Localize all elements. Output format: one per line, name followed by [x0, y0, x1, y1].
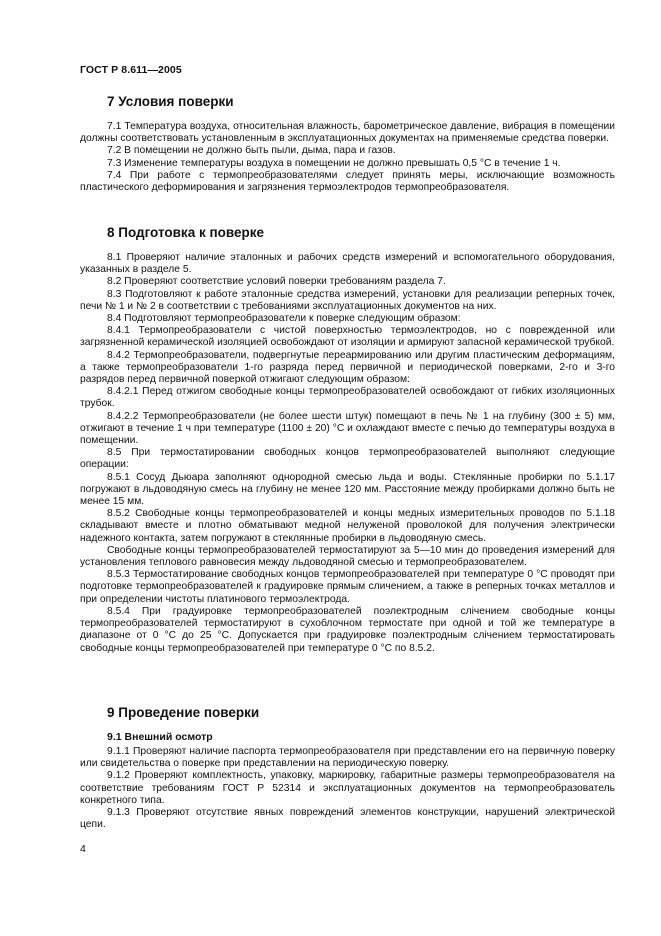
section-9-title: 9 Проведение поверки: [107, 705, 260, 720]
paragraph-8-5-4: 8.5.4 При градуировке термопреобразователей поэлектродным слічением свободные концы термопреобразователей термостатируют в сухоблочном термостате при одной и той же температуре в диапазоне от 0 °С до 25 °С. Допускается при градуировке поэлектродным слічением термостатировать свободные концы термопреобразователей при температуре 0 °С по 8.5.2.: [80, 605, 615, 654]
section-8-body: [80, 252, 615, 655]
paragraph-8-5: 8.5 При термостатировании свободных концов термопреобразователей выполняют следующие операции:: [80, 447, 615, 471]
paragraph-8-1: 8.1 Проверяют наличие эталонных и рабочих средств измерений и вспомогательного оборудования, указанных в разделе 5.: [80, 252, 615, 276]
page-number: 4: [80, 843, 86, 855]
paragraph-8-5-2: 8.5.2 Свободные концы термопреобразователей и концы медных измерительных проводов по 5.1.18 складывают вместе и плотно обматывают медной нелуженой проволокой для получения электрически надежного контакта, затем погружают в стеклянные пробирки в льдоводяную смесь.: [80, 508, 615, 544]
section-9-body: [80, 746, 615, 831]
section-8-title: 8 Подготовка к поверке: [107, 225, 264, 240]
paragraph-7-1: 7.1 Температура воздуха, относительная влажность, барометрическое давление, вибрация в помещении должны соответствовать установленным в эксплуатационных документах на применяемые средства поверки.: [80, 121, 615, 145]
paragraph-8-4-2-2: 8.4.2.2 Термопреобразователи (не более шести штук) помещают в печь № 1 на глубину (300 ± 5) мм, отжигают в течение 1 ч при температуре (1100 ± 20) °С и охлаждают вместе с печью до температуры воздуха в помещении.: [80, 410, 615, 447]
paragraph-8-4: 8.4 Подготовляют термопреобразователи к поверке следующим образом:: [107, 313, 461, 325]
paragraph-8-5-2-note: Свободные концы термопреобразователей термостатируют за 5—10 мин до проведения измерений для установления теплового равновесия между льдоводяной смесью и термопреобразователем.: [80, 544, 615, 569]
paragraph-8-2: 8.2 Проверяют соответствие условий поверки требованиям раздела 7.: [107, 276, 446, 288]
section-7-body: [80, 121, 615, 194]
paragraph-9-1-3: 9.1.3 Проверяют отсутствие явных повреждений элементов конструкции, нарушений электрической цепи.: [80, 807, 615, 831]
paragraph-8-4-1: 8.4.1 Термопреобразователи с чистой поверхностью термоэлектродов, но с поврежденной или загрязненной керамической изоляцией освобождают от изоляции и армируют запасной керамической трубкой.: [80, 325, 615, 349]
paragraph-8-5-3: 8.5.3 Термостатирование свободных концов термопреобразователей при температуре 0 °С проводят при подготовке термопреобразователей к градуировке прямым сличением, а также в реперных точках металлов и при определении чистоты платинового термоэлектрода.: [80, 569, 615, 605]
paragraph-8-4-2-1: 8.4.2.1 Перед отжигом свободные концы термопреобразователей освобождают от гибких изоляционных трубок.: [80, 386, 615, 410]
paragraph-9-1-1: 9.1.1 Проверяют наличие паспорта термопреобразователя при представлении его на первичную поверку или свидетельства о поверке при представлении на периодическую поверку.: [80, 746, 615, 770]
paragraph-7-2: 7.2 В помещении не должно быть пыли, дыма, пара и газов.: [107, 145, 396, 157]
paragraph-9-1-2: 9.1.2 Проверяют комплектность, упаковку, маркировку, габаритные размеры термопреобразователя на соответствие требованиям ГОСТ Р 52314 и эксплуатационных документов на термопреобразователь конкретного типа.: [80, 770, 615, 806]
paragraph-8-4-2: 8.4.2 Термопреобразователи, подвергнутые переармированию или другим пластическим деформациям, а также термопреобразователи 1-го разряда перед первичной и периодической поверками, 2-го и 3-го разрядов перед первичной поверкой отжигают следующим образом:: [80, 349, 615, 386]
subsection-9-1-title: 9.1 Внешний осмотр: [107, 731, 213, 743]
section-7-title: 7 Условия поверки: [107, 94, 234, 109]
paragraph-8-3: 8.3 Подготовляют к работе эталонные средства измерений, установки для реализации реперных точек, печи № 1 и № 2 в соответствии с требованиями эксплуатационных документов на них.: [80, 288, 615, 312]
paragraph-8-5-1: 8.5.1 Сосуд Дьюара заполняют однородной смесью льда и воды. Стеклянные пробирки по 5.1.17 погружают в льдоводяную смесь на глубину не менее 120 мм. Расстояние между пробирками должно быть не менее 15 мм.: [80, 471, 615, 508]
document-header: ГОСТ Р 8.611—2005: [80, 64, 182, 76]
paragraph-7-4: 7.4 При работе с термопреобразователями следует принять меры, исключающие возможность пластического деформирования и загрязнения термоэлектродов термопреобразователя.: [80, 169, 615, 194]
paragraph-7-3: 7.3 Изменение температуры воздуха в помещении не должно превышать 0,5 °С в течение 1 ч.: [107, 157, 561, 169]
